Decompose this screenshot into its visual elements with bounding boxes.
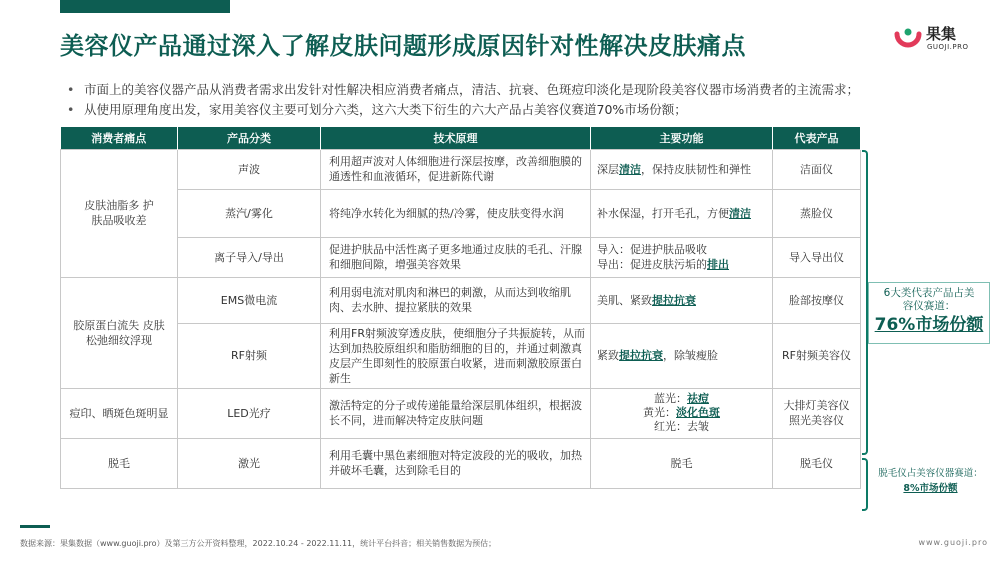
top-accent-bar	[60, 0, 230, 13]
header-function: 主要功能	[591, 127, 773, 149]
footer-source: 数据来源：果集数据（www.guoji.pro）及第三方公开资料整理，2022.10.24 - 2022.11.11，统计平台抖音；相关销售数据为预估；	[20, 539, 497, 548]
pain-point-cell: 痘印、晒斑色斑明显	[61, 388, 178, 438]
product-cell: 导入导出仪	[773, 237, 861, 277]
callout-hair-removal: 脱毛仪占美容仪器赛道： 8%市场份额	[868, 466, 993, 502]
category-cell: 激光	[178, 438, 321, 488]
header-principle: 技术原理	[321, 127, 591, 149]
product-cell: 脸部按摩仪	[773, 277, 861, 323]
principle-cell: 激活特定的分子或传递能量给深层肌体组织，根据波长不同，进而解决特定皮肤问题	[321, 388, 591, 438]
product-cell: 蒸脸仪	[773, 189, 861, 237]
category-cell: RF射频	[178, 323, 321, 388]
page-title: 美容仪产品通过深入了解皮肤问题形成原因针对性解决皮肤痛点	[60, 32, 746, 60]
logo-name: 果集	[926, 25, 957, 43]
logo-sub: GUOJI.PRO	[927, 43, 969, 51]
function-cell: 脱毛	[591, 438, 773, 488]
product-cell: 洁面仪	[773, 149, 861, 189]
table-row	[61, 237, 861, 277]
product-cell: 脱毛仪	[773, 438, 861, 488]
header-product: 代表产品	[773, 127, 861, 149]
principle-cell: 利用超声波对人体细胞进行深层按摩，改善细胞膜的通透性和血液循环，促进新陈代谢	[321, 149, 591, 189]
callout-share-value: 76%市场份额	[874, 315, 984, 335]
function-cell: 深层清洁，保持皮肤韧性和弹性	[591, 149, 773, 189]
product-cell: 大排灯美容仪 照光美容仪	[773, 388, 861, 438]
callout-hair-removal-value: 8%市场份额	[903, 483, 958, 494]
function-cell: 蓝光：祛痘 黄光：淡化色斑 红光：去皱	[591, 388, 773, 438]
function-cell: 导入：促进护肤品吸收 导出：促进皮肤污垢的排出	[591, 237, 773, 277]
header-pain-point: 消费者痛点	[61, 127, 178, 149]
bullet-item: • 市面上的美容仪器产品从消费者需求出发针对性解决相应消费者痛点，清洁、抗衰、色斑痘印淡化是现阶段美容仪器市场消费者的主流需求；	[62, 80, 992, 100]
category-cell: EMS微电流	[178, 277, 321, 323]
table-row	[61, 277, 861, 323]
category-cell: 声波	[178, 149, 321, 189]
function-cell: 补水保湿，打开毛孔，方便清洁	[591, 189, 773, 237]
table-row	[61, 323, 861, 388]
table-row	[61, 149, 861, 189]
function-cell: 紧致提拉抗衰，除皱瘦脸	[591, 323, 773, 388]
device-table	[60, 127, 861, 489]
category-cell: LED光疗	[178, 388, 321, 438]
principle-cell: 将纯净水转化为细腻的热/冷雾，使皮肤变得水润	[321, 189, 591, 237]
pain-point-cell: 脱毛	[61, 438, 178, 488]
category-cell: 离子导入/导出	[178, 237, 321, 277]
category-cell: 蒸汽/雾化	[178, 189, 321, 237]
table-row	[61, 189, 861, 237]
pain-point-cell: 皮肤油脂多 护肤品吸收差	[61, 149, 178, 277]
guoji-logo-icon	[894, 24, 922, 52]
callout-market-share: 6大类代表产品占美 容仪赛道： 76%市场份额	[868, 282, 990, 344]
principle-cell: 利用弱电流对肌肉和淋巴的刺激，从而达到收缩肌肉、去水肿、提拉紧肤的效果	[321, 277, 591, 323]
principle-cell: 利用毛囊中黑色素细胞对特定波段的光的吸收，加热并破坏毛囊，达到除毛目的	[321, 438, 591, 488]
header-category: 产品分类	[178, 127, 321, 149]
product-cell: RF射频美容仪	[773, 323, 861, 388]
footer-accent	[20, 525, 50, 528]
table-row	[61, 388, 861, 438]
bullet-item: • 从使用原理角度出发，家用美容仪主要可划分六类，这六大类下衍生的六大产品占美容仪赛道70%市场份额；	[62, 100, 992, 120]
footer-url: www.guoji.pro	[918, 538, 988, 547]
table-row	[61, 438, 861, 488]
table-header-row	[61, 127, 861, 149]
principle-cell: 利用FR射频波穿透皮肤，使细胞分子共振旋转，从而达到加热胶原组织和脂肪细胞的目的，并通过刺激真皮层产生即刻性的胶原蛋白收紧，进而刺激胶原蛋白新生	[321, 323, 591, 388]
brand-logo	[894, 22, 990, 56]
summary-bullets	[62, 80, 992, 120]
principle-cell: 促进护肤品中活性离子更多地通过皮肤的毛孔、汗腺和细胞间隙，增强美容效果	[321, 237, 591, 277]
function-cell: 美肌、紧致提拉抗衰	[591, 277, 773, 323]
pain-point-cell: 胶原蛋白流失 皮肤松弛细纹浮现	[61, 277, 178, 388]
